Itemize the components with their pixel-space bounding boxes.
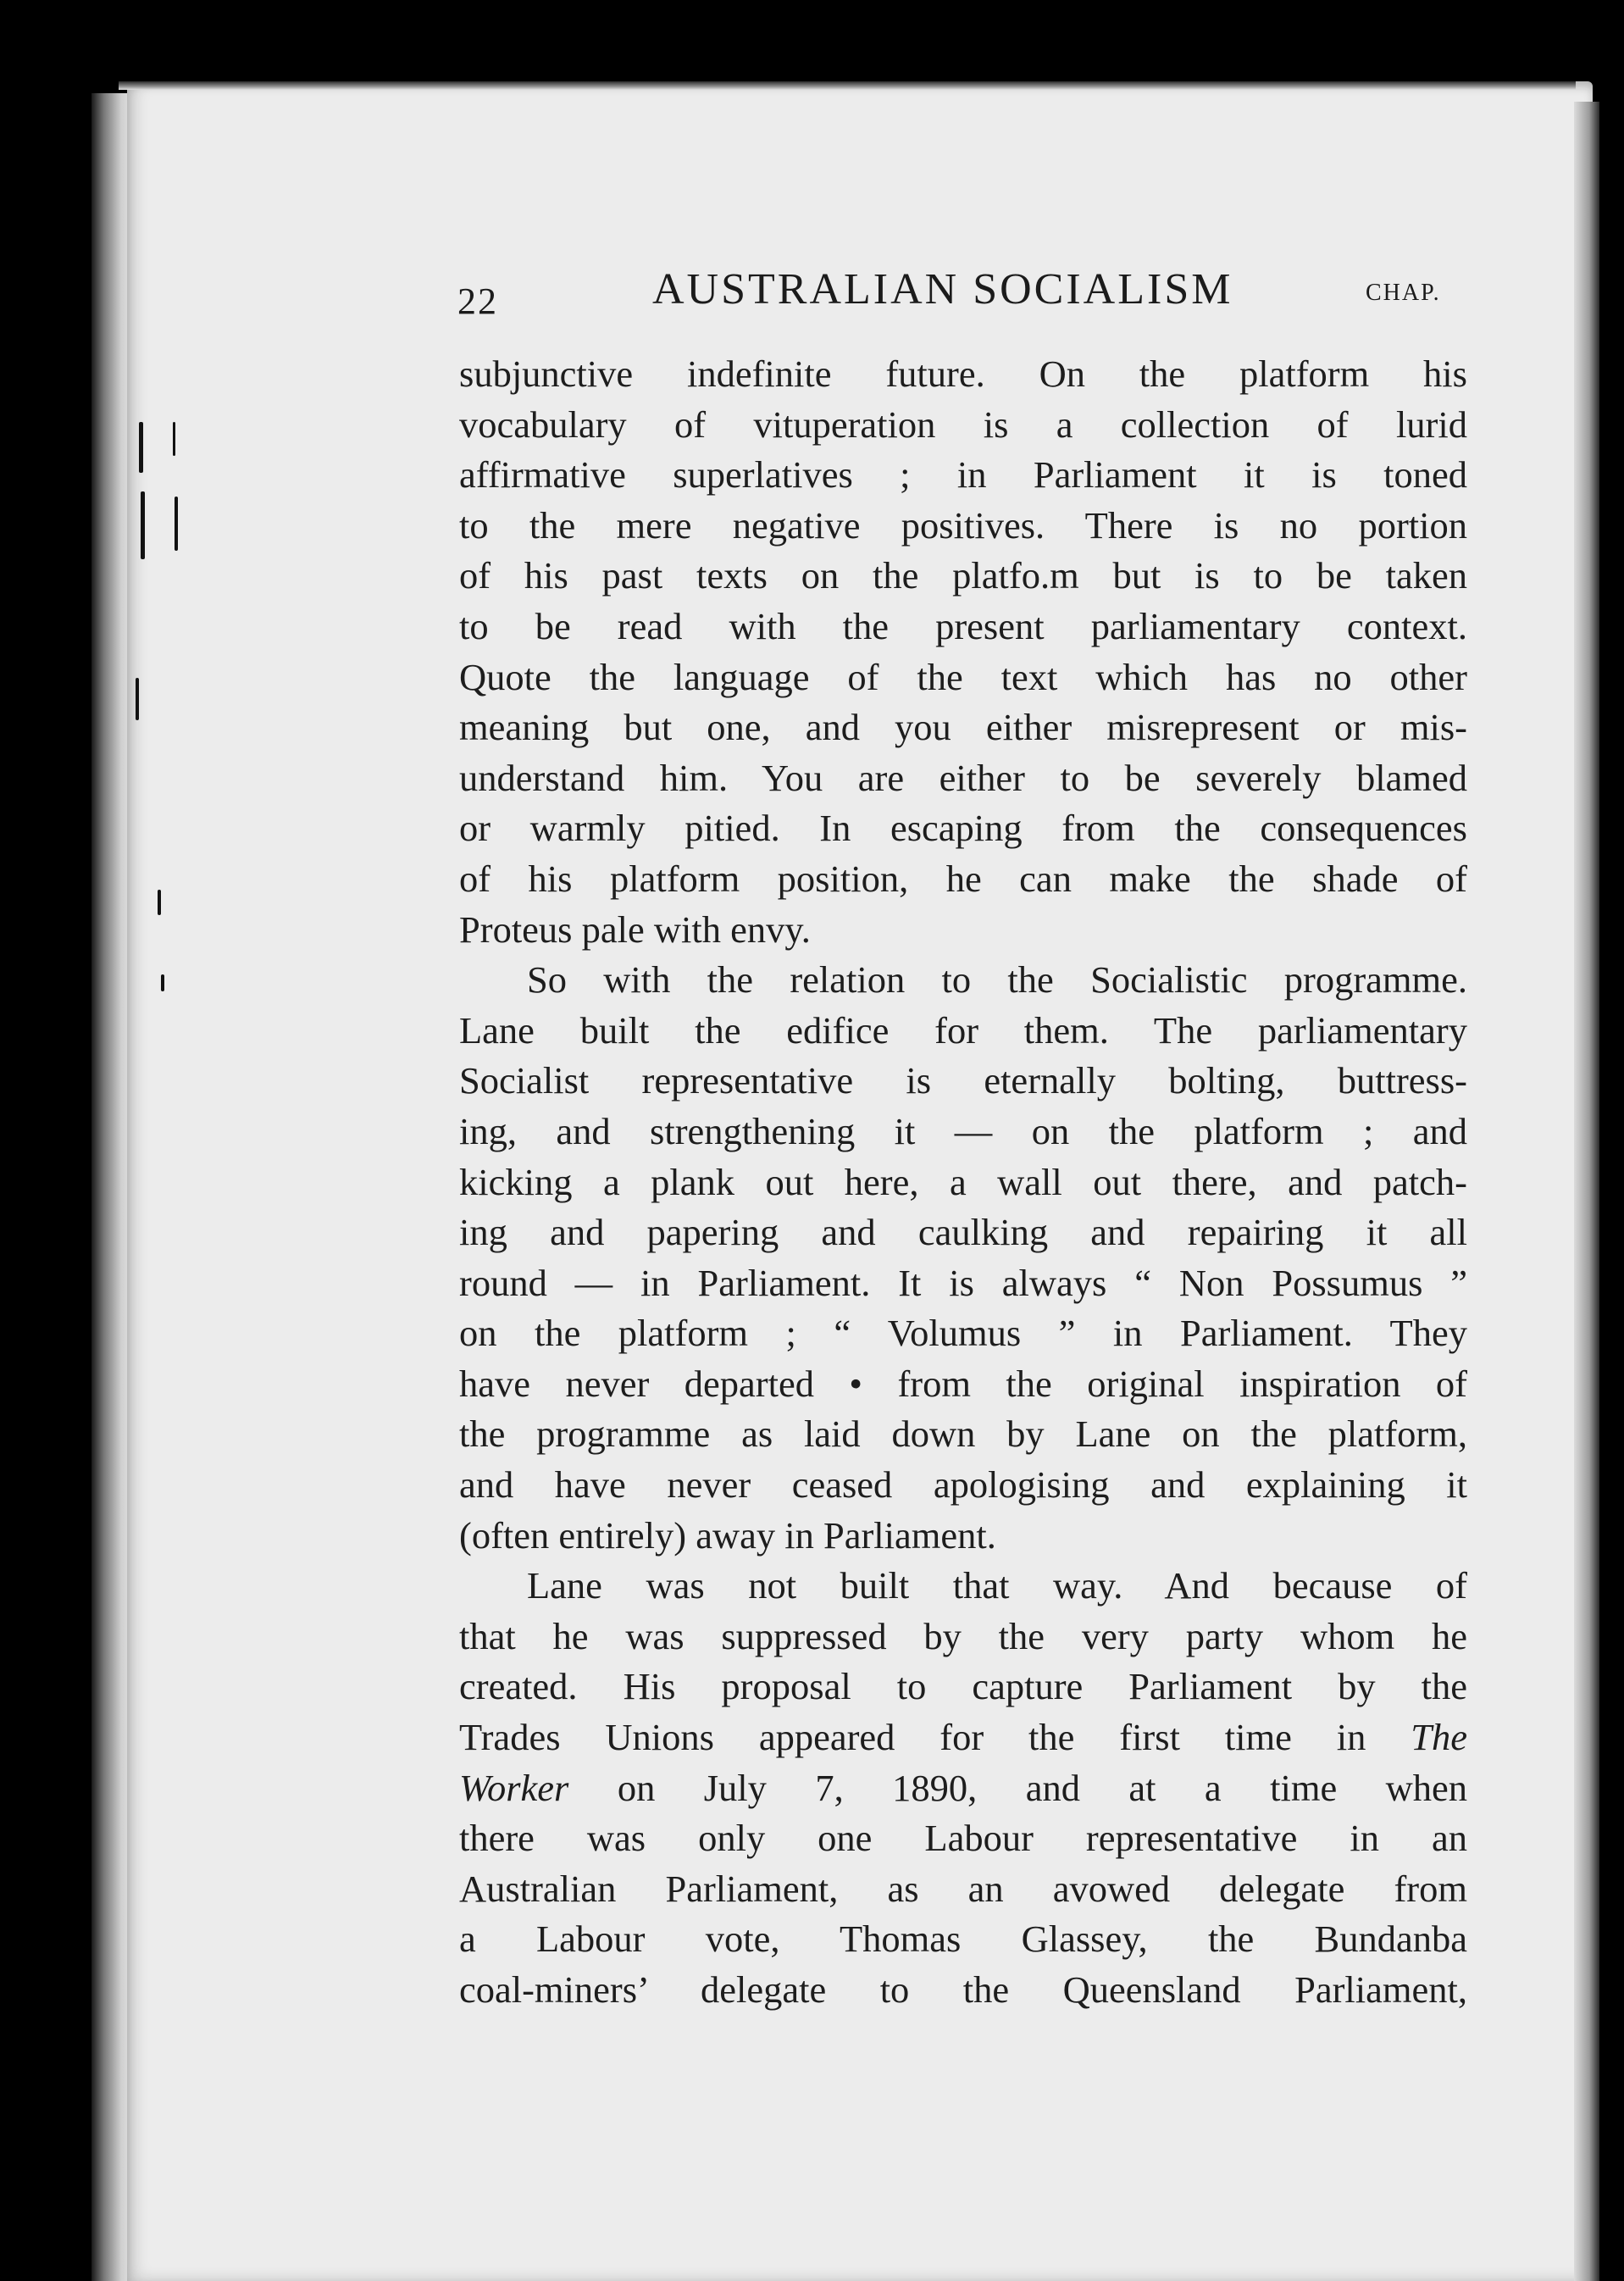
text-fragment: Trades Unions appeared for the first time in xyxy=(459,1716,1366,1759)
gutter-mark xyxy=(136,678,139,720)
text-line: Proteus pale with envy. xyxy=(459,907,811,951)
text-fragment: on July 7, 1890, and at a time when xyxy=(617,1766,1468,1809)
gutter-mark xyxy=(175,497,178,551)
text-line: the programme as laid down by Lane on the platform, xyxy=(459,1412,1467,1456)
text-line: meaning but one, and you either misrepresent or mis- xyxy=(459,706,1467,749)
text-line: Socialist representative is eternally bolting, buttress- xyxy=(459,1059,1467,1102)
text-line: affirmative superlatives ; in Parliament it is toned xyxy=(459,453,1467,497)
text-line: there was only one Labour representative in an xyxy=(459,1817,1467,1860)
running-title: AUSTRALIAN SOCIALISM xyxy=(652,265,1233,314)
text-line: round — in Parliament. It is always “ Non Possumus ” xyxy=(459,1261,1467,1304)
text-line: coal-miners’ delegate to the Queensland Parliament, xyxy=(459,1968,1467,2011)
text-line: ing and papering and caulking and repairing it all xyxy=(459,1211,1467,1254)
text-line: vocabulary of vituperation is a collection of lurid xyxy=(459,402,1467,446)
text-line: Lane was not built that way. And because of xyxy=(527,1564,1467,1607)
text-line: ing, and strengthening it — on the platform ; and xyxy=(459,1109,1467,1152)
text-line: on the platform ; “ Volumus ” in Parliament. They xyxy=(459,1312,1467,1355)
text-line: and have never ceased apologising and explaining it xyxy=(459,1463,1467,1507)
gutter-mark xyxy=(139,422,143,473)
text-line: of his platform position, he can make the shade of xyxy=(459,857,1467,900)
gutter-mark xyxy=(161,974,164,991)
text-line: a Labour vote, Thomas Glassey, the Bundanba xyxy=(459,1917,1467,1961)
running-header xyxy=(457,264,1474,324)
gutter-mark xyxy=(158,890,161,915)
text-line: that he was suppressed by the very party whom he xyxy=(459,1614,1467,1657)
italic-title: Worker xyxy=(459,1766,569,1809)
page-number: 22 xyxy=(457,280,498,322)
text-line: of his past texts on the platfo.m but is to be taken xyxy=(459,554,1467,597)
text-line: created. His proposal to capture Parliament by the xyxy=(459,1665,1467,1708)
text-line: or warmly pitied. In escaping from the consequences xyxy=(459,807,1467,850)
italic-title: The xyxy=(1411,1716,1467,1759)
page-right-edge xyxy=(1574,102,1599,2281)
text-line xyxy=(459,1763,1467,1814)
text-line: Lane built the edifice for them. The parliamentary xyxy=(459,1008,1467,1052)
text-line: Quote the language of the text which has no other xyxy=(459,655,1467,698)
page-top-edge xyxy=(119,81,1576,90)
text-line: Australian Parliament, as an avowed delegate from xyxy=(459,1867,1467,1910)
chapter-abbreviation: CHAP. xyxy=(1366,280,1441,306)
text-line: subjunctive indefinite future. On the platform his xyxy=(459,352,1467,395)
gutter-mark xyxy=(141,491,145,559)
body-text xyxy=(459,349,1467,2016)
text-line: have never departed • from the original inspiration of xyxy=(459,1362,1467,1405)
text-line: to be read with the present parliamentary context. xyxy=(459,604,1467,647)
text-line: So with the relation to the Socialistic programme. xyxy=(527,958,1467,1002)
gutter-mark xyxy=(173,422,175,456)
text-line: (often entirely) away in Parliament. xyxy=(459,1513,996,1557)
text-line: to the mere negative positives. There is no portion xyxy=(459,503,1467,547)
text-line: understand him. You are either to be severely blamed xyxy=(459,756,1467,799)
text-line xyxy=(459,1712,1467,1763)
text-line: kicking a plank out here, a wall out there, and patch- xyxy=(459,1160,1467,1203)
